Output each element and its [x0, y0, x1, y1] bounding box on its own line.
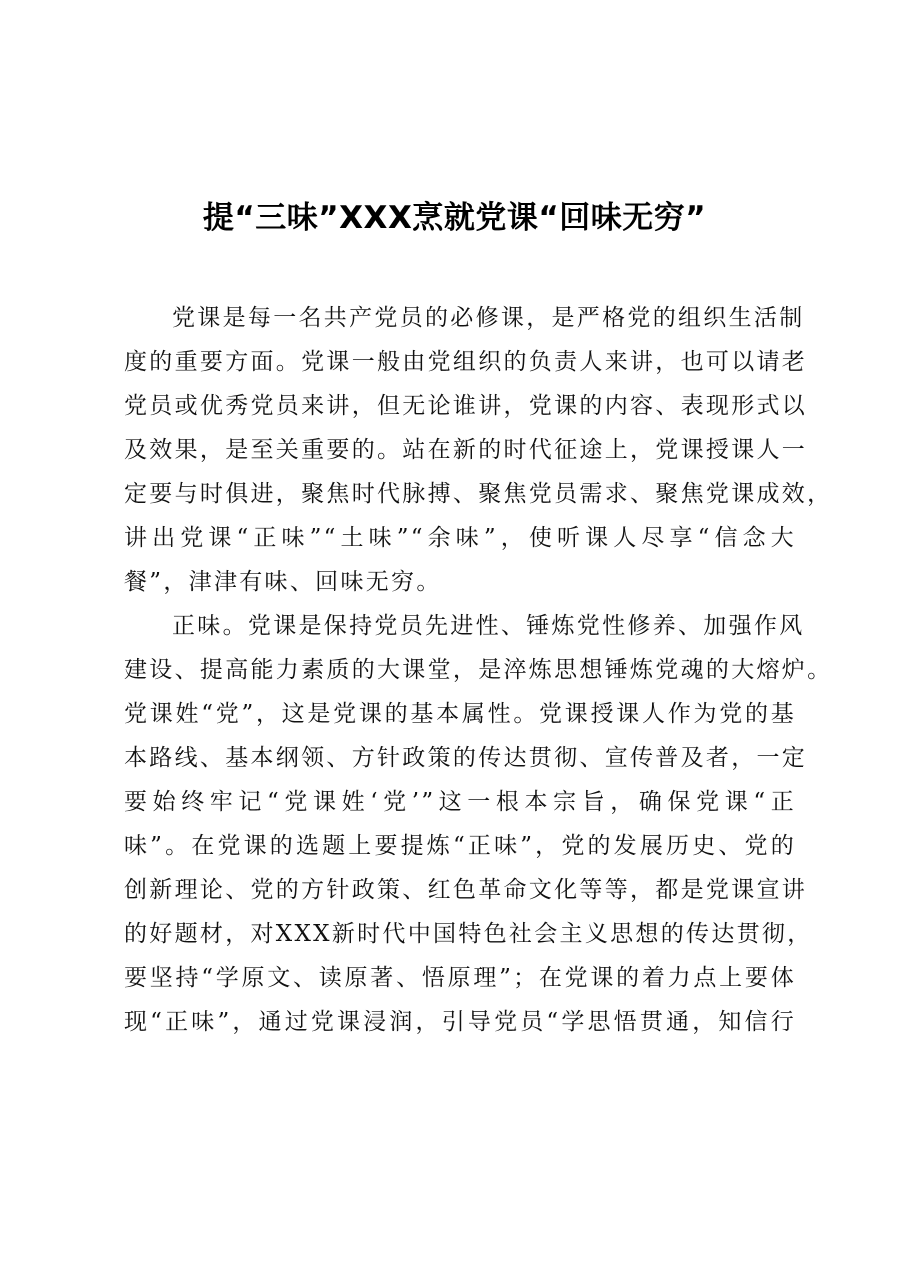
document-title: 提“三味”XXX烹就党课“回味无穷” [202, 200, 707, 236]
paragraph-line: 及效果，是至关重要的。站在新的时代征途上，党课授课人一 [124, 437, 808, 463]
paragraph-line: 味”。在党课的选题上要提炼“正味”，党的发展历史、党的 [124, 833, 796, 859]
paragraph-line: 度的重要方面。党课一般由党组织的负责人来讲，也可以请老 [124, 349, 808, 375]
paragraph-line: 要始终牢记“党课姓‘党’”这一根本宗旨，确保党课“正 [124, 789, 796, 815]
paragraph-line: 党员或优秀党员来讲，但无论谁讲，党课的内容、表现形式以 [124, 393, 808, 419]
paragraph-line: 的好题材，对XXX新时代中国特色社会主义思想的传达贯彻， [124, 921, 813, 947]
paragraph-line: 餐”，津津有味、回味无穷。 [124, 569, 442, 595]
paragraph-line: 正味。党课是保持党员先进性、锤炼党性修养、加强作风 [172, 613, 805, 639]
document-body [124, 296, 833, 1044]
paragraph-line: 要坚持“学原文、读原著、悟原理”；在党课的着力点上要体 [124, 965, 796, 991]
paragraph-line: 定要与时俱进，聚焦时代脉搏、聚焦党员需求、聚焦党课成效， [124, 481, 833, 507]
paragraph-intro [124, 296, 833, 604]
paragraph-line: 现“正味”，通过党课浸润，引导党员“学思悟贯通，知信行 [124, 1009, 796, 1035]
paragraph-line: 党课姓“党”，这是党课的基本属性。党课授课人作为党的基 [124, 701, 796, 727]
paragraph-line: 讲出党课“正味”“土味”“余味”，使听课人尽享“信念大 [124, 525, 796, 551]
paragraph-line: 建设、提高能力素质的大课堂，是淬炼思想锤炼党魂的大熔炉。 [124, 657, 833, 683]
paragraph-line: 党课是每一名共产党员的必修课，是严格党的组织生活制 [172, 305, 805, 331]
paragraph-line: 创新理论、党的方针政策、红色革命文化等等，都是党课宣讲 [124, 877, 808, 903]
paragraph-zhengwei [124, 604, 833, 1044]
paragraph-line: 本路线、基本纲领、方针政策的传达贯彻、宣传普及者，一定 [124, 745, 808, 771]
